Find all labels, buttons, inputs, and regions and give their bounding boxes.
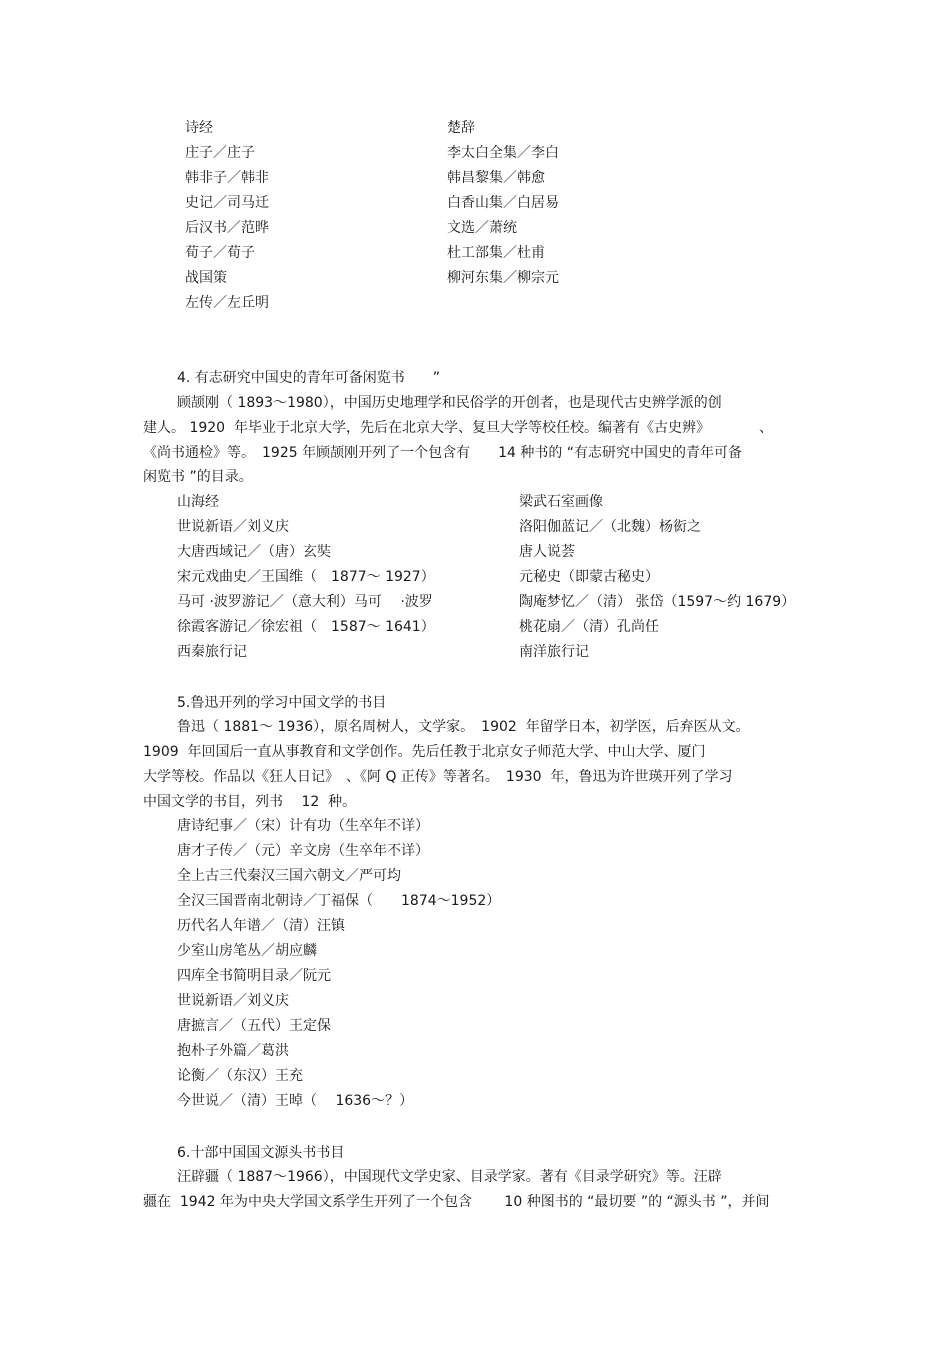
list-item: 全上古三代秦汉三国六朝文／严可均 [177,868,401,884]
paragraph-line: 建人。 1920 年毕业于北京大学，先后在北京大学、复旦大学等校任校。编著有《古史辨》 、 [143,420,773,436]
paragraph-line: 中国文学的书目，列书 12 种。 [143,794,357,810]
list-item: 白香山集／白居易 [447,195,559,211]
list-item: 世说新语／刘义庆 [177,519,289,535]
list-item: 全汉三国晋南北朝诗／丁福保（ 1874～1952） [177,893,501,909]
list-item: 南洋旅行记 [519,644,589,660]
list-item: 陶庵梦忆／（清） 张岱（1597～约 1679） [519,594,796,610]
paragraph-line: 大学等校。作品以《狂人日记》 、《阿 Q 正传》等著名。 1930 年，鲁迅为许世瑛开列了学习 [143,769,733,785]
list-item: 山海经 [177,494,219,510]
list-item: 唐才子传／（元）辛文房（生卒年不详） [177,843,429,859]
paragraph-line: 顾颉刚（ 1893～1980），中国历史地理学和民俗学的开创者，也是现代古史辨学派的创 [177,395,722,411]
list-item: 世说新语／刘义庆 [177,993,289,1009]
list-item: 抱朴子外篇／葛洪 [177,1043,289,1059]
list-item: 四库全书简明目录／阮元 [177,968,331,984]
list-item: 唐诗纪事／（宋）计有功（生卒年不详） [177,818,429,834]
paragraph-line: 汪辟疆（ 1887～1966），中国现代文学史家、目录学家。著有《目录学研究》等。汪辟 [177,1169,722,1185]
list-item: 史记／司马迁 [185,195,269,211]
list-item: 论衡／（东汉）王充 [177,1068,303,1084]
list-item: 荀子／荀子 [185,245,255,261]
list-item: 桃花扇／（清）孔尚任 [519,619,659,635]
list-item: 历代名人年谱／（清）汪镇 [177,918,345,934]
list-item: 诗经 [185,120,213,136]
list-item: 文选／萧统 [447,220,517,236]
list-item: 柳河东集／柳宗元 [447,270,559,286]
list-item: 左传／左丘明 [185,295,269,311]
list-item: 西秦旅行记 [177,644,247,660]
paragraph-line: 疆在 1942 年为中央大学国文系学生开列了一个包含 10 种图书的 “最切要 ”的 “源头书 ”，并间 [143,1194,770,1210]
list-item: 大唐西域记／（唐）玄奘 [177,544,331,560]
list-item: 少室山房笔丛／胡应麟 [177,943,317,959]
list-item: 唐人说荟 [519,544,575,560]
list-item: 楚辞 [447,120,475,136]
list-item: 徐霞客游记／徐宏祖（ 1587～ 1641） [177,619,435,635]
paragraph-line: 《尚书通检》等。 1925 年顾颉刚开列了一个包含有 14 种书的 “有志研究中国史的青年可备 [143,445,743,461]
list-item: 唐摭言／（五代）王定保 [177,1018,331,1034]
list-item: 今世说／（清）王晫（ 1636～？） [177,1093,414,1109]
list-item: 战国策 [185,270,227,286]
paragraph-line: 闲览书 ”的目录。 [143,469,253,485]
list-item: 洛阳伽蓝记／（北魏）杨衒之 [519,519,701,535]
section-heading: 5.鲁迅开列的学习中国文学的书目 [177,695,387,711]
list-item: 韩非子／韩非 [185,170,269,186]
list-item: 庄子／庄子 [185,145,255,161]
list-item: 韩昌黎集／韩愈 [447,170,545,186]
section-heading: 4. 有志研究中国史的青年可备闲览书 ” [177,370,441,386]
list-item: 李太白全集／李白 [447,145,559,161]
section-heading: 6.十部中国国文源头书书目 [177,1145,345,1161]
paragraph-line: 1909 年回国后一直从事教育和文学创作。先后任教于北京女子师范大学、中山大学、厦门 [143,744,706,760]
list-item: 宋元戏曲史／王国维（ 1877～ 1927） [177,569,435,585]
list-item: 后汉书／范晔 [185,220,269,236]
paragraph-line: 鲁迅（ 1881～ 1936），原名周树人，文学家。 1902 年留学日本，初学医，后弃医从文。 [177,719,750,735]
list-item: 梁武石室画像 [519,494,603,510]
list-item: 杜工部集／杜甫 [447,245,545,261]
list-item: 马可 ·波罗游记／（意大利）马可 ·波罗 [177,594,433,610]
list-item: 元秘史（即蒙古秘史） [519,569,659,585]
